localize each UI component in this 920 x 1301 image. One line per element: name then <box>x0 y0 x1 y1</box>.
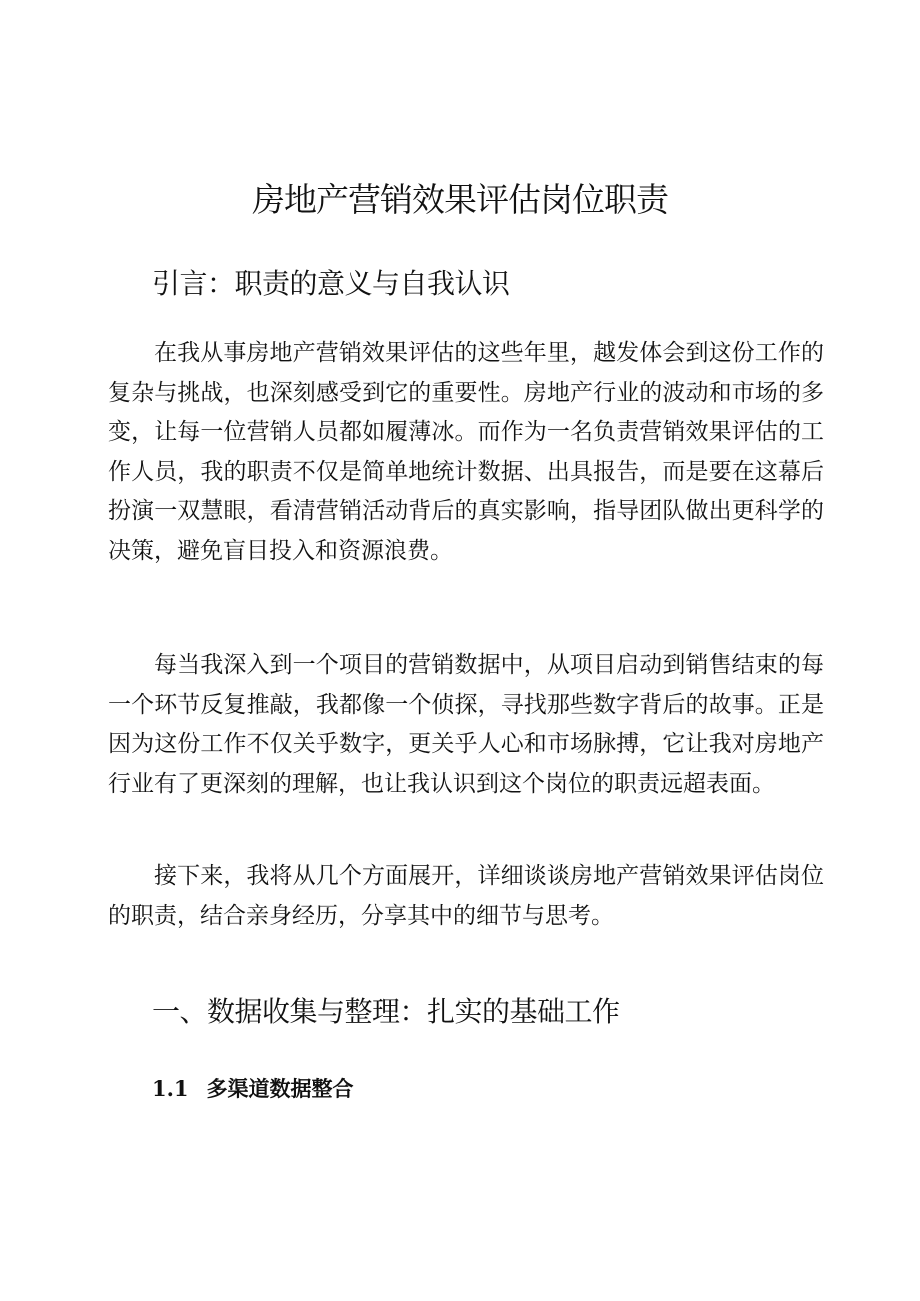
intro-heading: 引言：职责的意义与自我认识 <box>152 267 510 300</box>
intro-paragraph-3: 接下来，我将从几个方面展开，详细谈谈房地产营销效果评估岗位的职责，结合亲身经历，分享其中的细节与思考。 <box>108 863 824 929</box>
intro-paragraph-2: 每当我深入到一个项目的营销数据中，从项目启动到销售结束的每一个环节反复推敲，我都像一个侦探，寻找那些数字背后的故事。正是因为这份工作不仅关乎数字，更关乎人心和市场脉搏，它让我对房地产行业有了更深刻的理解，也让我认识到这个岗位的职责远超表面。 <box>108 652 824 797</box>
subsection-title: 多渠道数据整合 <box>206 1076 354 1101</box>
section-1-heading: 一、数据收集与整理：扎实的基础工作 <box>152 995 620 1028</box>
intro-paragraph-1: 在我从事房地产营销效果评估的这些年里，越发体会到这份工作的复杂与挑战，也深刻感受到它的重要性。房地产行业的波动和市场的多变，让每一位营销人员都如履薄冰。而作为一名负责营销效果评估的工作人员，我的职责不仅是简单地统计数据、出具报告，而是要在这幕后扮演一双慧眼，看清营销活动背后的真实影响，指导团队做出更科学的决策，避免盲目投入和资源浪费。 <box>108 340 824 564</box>
subsection-number: 1.1 <box>152 1076 189 1101</box>
subsection-1-1-heading <box>152 1073 354 1105</box>
document-title: 房地产营销效果评估岗位职责 <box>252 180 668 219</box>
